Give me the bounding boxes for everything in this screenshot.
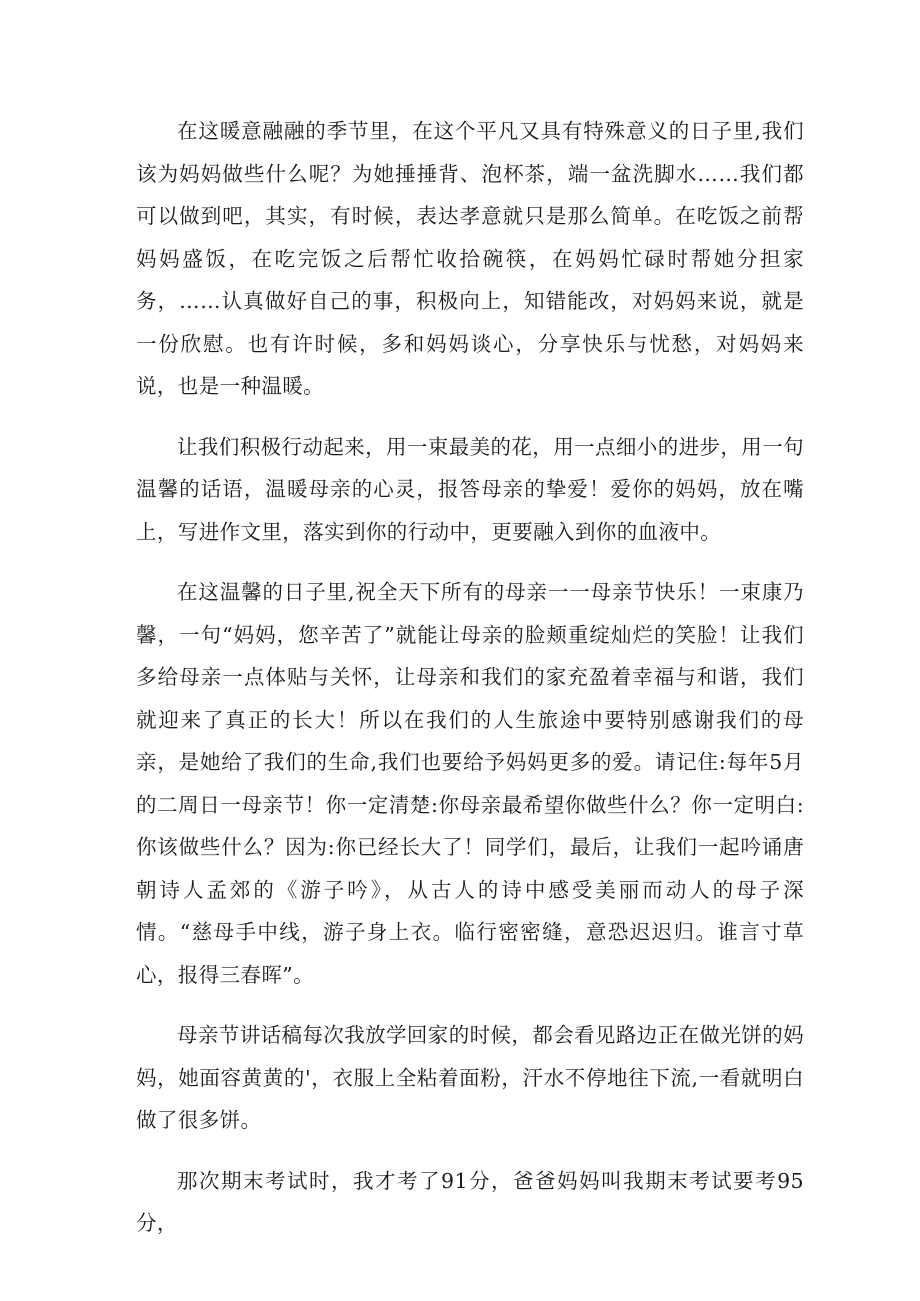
paragraph-4: 母亲节讲话稿每次我放学回家的时候，都会看见路边正在做光饼的妈妈，她面容黄黄的'，衣服上全粘着面粉，汗水不停地往下流,一看就明白做了很多饼。 xyxy=(136,1023,804,1132)
paragraph-5: 那次期末考试时，我才考了91分，爸爸妈妈叫我期末考试要考95分， xyxy=(136,1168,804,1235)
paragraph-1: 在这暖意融融的季节里，在这个平凡又具有特殊意义的日子里,我们该为妈妈做些什么呢？为她捶捶背、泡杯茶，端一盆洗脚水……我们都可以做到吧，其实，有时候，表达孝意就只是那么简单。在吃饭之前帮妈妈盛饭，在吃完饭之后帮忙收拾碗筷，在妈妈忙碌时帮她分担家务，……认真做好自己的事，积极向上，知错能改，对妈妈来说，就是一份欣慰。也有许时候，多和妈妈谈心，分享快乐与忧愁，对妈妈来说，也是一种温暖。 xyxy=(136,119,804,398)
document-body xyxy=(136,110,804,1263)
paragraph-2: 让我们积极行动起来，用一束最美的花，用一点细小的进步，用一句温馨的话语，温暖母亲的心灵，报答母亲的挚爱！爱你的妈妈，放在嘴上，写进作文里，落实到你的行动中，更要融入到你的血液中。 xyxy=(136,434,804,544)
paragraph-3: 在这温馨的日子里,祝全天下所有的母亲一一母亲节快乐！一束康乃馨，一句“妈妈，您辛苦了”就能让母亲的脸颊重绽灿烂的笑脸！让我们多给母亲一点体贴与关怀，让母亲和我们的家充盈着幸福与和谐，我们就迎来了真正的长大！所以在我们的人生旅途中要特别感谢我们的母亲，是她给了我们的生命,我们也要给予妈妈更多的爱。请记住:每年5月的二周日一母亲节！你一定清楚:你母亲最希望你做些什么？你一定明白:你该做些什么？因为:你已经长大了！同学们，最后，让我们一起吟诵唐朝诗人孟郊的《游子吟》，从古人的诗中感受美丽而动人的母子深情。“慈母手中线，游子身上衣。临行密密缝，意恐迟迟归。谁言寸草心，报得三春晖”。 xyxy=(136,580,804,987)
